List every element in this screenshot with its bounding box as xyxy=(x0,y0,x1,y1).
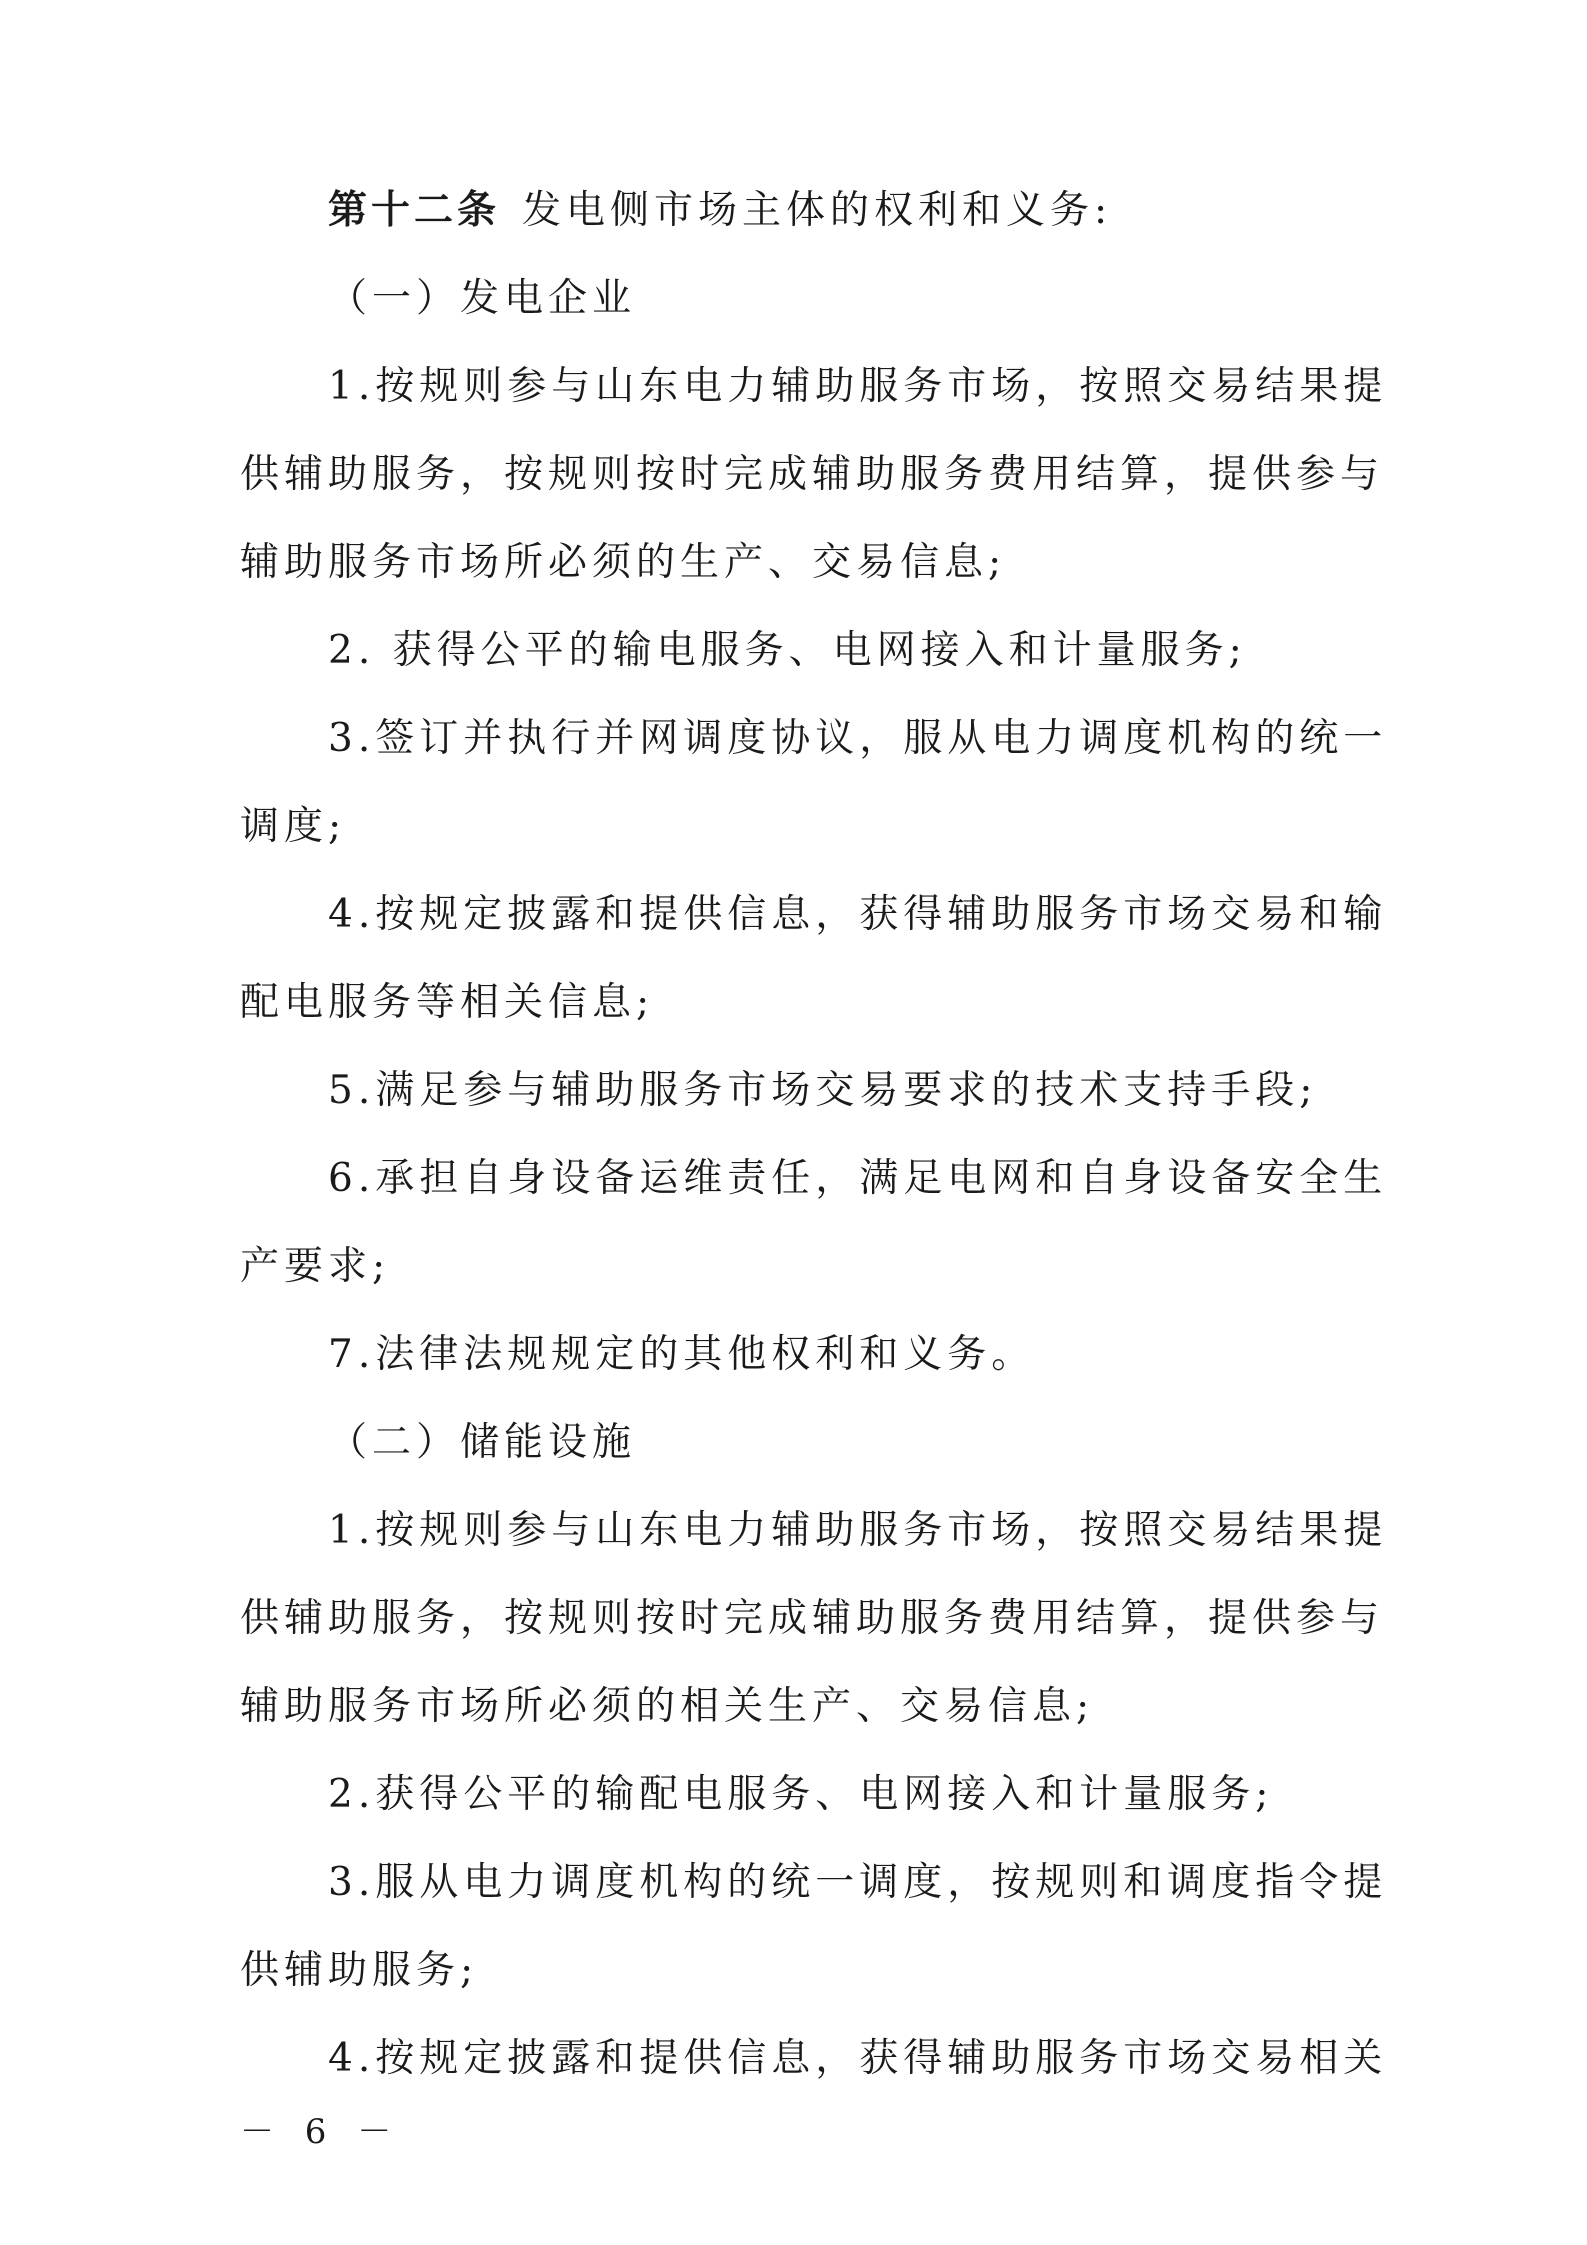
section-heading-power-enterprise: （一）发电企业 xyxy=(328,276,637,321)
paragraph-line: 2. 获得公平的输电服务、电网接入和计量服务; xyxy=(328,628,1247,673)
paragraph-line: 辅助服务市场所必须的相关生产、交易信息; xyxy=(240,1684,1095,1729)
paragraph-line: 供辅助服务，按规则按时完成辅助服务费用结算，提供参与 xyxy=(240,452,1385,497)
paragraph-line: 4.按规定披露和提供信息，获得辅助服务市场交易和输 xyxy=(328,892,1388,937)
paragraph-line: 调度; xyxy=(240,804,347,849)
paragraph-line: 4.按规定披露和提供信息，获得辅助服务市场交易相关 xyxy=(328,2036,1388,2081)
paragraph-line: 5.满足参与辅助服务市场交易要求的技术支持手段; xyxy=(328,1068,1318,1113)
section-heading-energy-storage: （二）储能设施 xyxy=(328,1420,637,1465)
paragraph-line: 3.服从电力调度机构的统一调度，按规则和调度指令提 xyxy=(328,1860,1388,1905)
article-label: 第十二条 xyxy=(328,188,501,233)
paragraph-line: 1.按规则参与山东电力辅助服务市场，按照交易结果提 xyxy=(328,364,1388,409)
paragraph-line: 3.签订并执行并网调度协议，服从电力调度机构的统一 xyxy=(328,716,1388,761)
paragraph-line: 辅助服务市场所必须的生产、交易信息; xyxy=(240,540,1007,585)
paragraph-line: 2.获得公平的输配电服务、电网接入和计量服务; xyxy=(328,1772,1274,1817)
paragraph-line: 产要求; xyxy=(240,1244,391,1289)
paragraph-line: 供辅助服务; xyxy=(240,1948,479,1993)
page-number: － 6 － xyxy=(240,2112,402,2152)
paragraph-line: 7.法律法规规定的其他权利和义务。 xyxy=(328,1332,1036,1377)
paragraph-line: 1.按规则参与山东电力辅助服务市场，按照交易结果提 xyxy=(328,1508,1388,1553)
paragraph-line: 6.承担自身设备运维责任，满足电网和自身设备安全生 xyxy=(328,1156,1388,1201)
paragraph-line: 配电服务等相关信息; xyxy=(240,980,655,1025)
article-heading xyxy=(328,186,1112,236)
article-title: 发电侧市场主体的权利和义务: xyxy=(522,188,1113,233)
paragraph-line: 供辅助服务，按规则按时完成辅助服务费用结算，提供参与 xyxy=(240,1596,1385,1641)
